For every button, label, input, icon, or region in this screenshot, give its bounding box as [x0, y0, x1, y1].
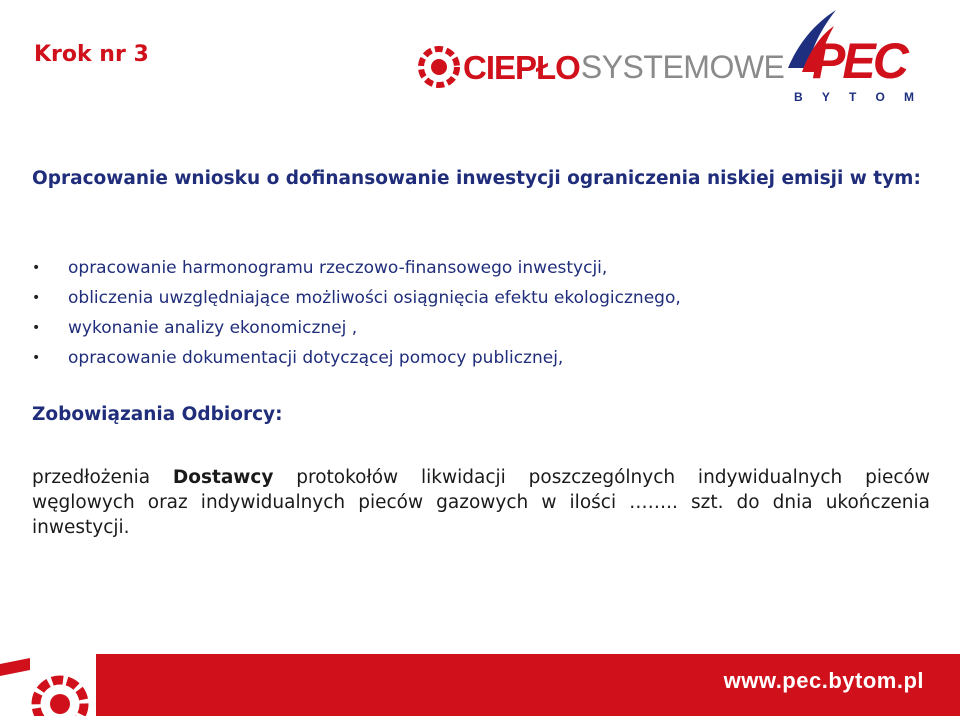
list-item-text: opracowanie harmonogramu rzeczowo-finansowego inwestycji,	[68, 258, 608, 278]
list-item-text: wykonanie analizy ekonomicznej ,	[68, 318, 358, 338]
list-item	[32, 253, 930, 283]
bytom-letter: B	[794, 90, 803, 104]
obligations-text-bold: Dostawcy	[172, 467, 274, 488]
bytom-letter: M	[904, 90, 914, 104]
bullet-icon: •	[32, 290, 41, 306]
bytom-letter: T	[849, 90, 857, 104]
section-heading: Opracowanie wniosku o dofinansowanie inwestycji ograniczenia niskiej emisji w tym:	[32, 168, 921, 189]
bullet-icon: •	[32, 260, 41, 276]
pec-bytom-logo	[784, 6, 924, 106]
obligations-title: Zobowiązania Odbiorcy:	[32, 404, 283, 425]
obligations-text-start: przedłożenia	[32, 467, 173, 488]
list-item	[32, 343, 930, 373]
list-item-text: obliczenia uwzględniające możliwości osiągnięcia efektu ekologicznego,	[68, 288, 681, 308]
obligations-text	[32, 465, 930, 540]
cieplo-ring-icon	[416, 44, 462, 90]
obligations-text-end: protokołów likwidacji poszczególnych indywidualnych pieców węglowych oraz indywidualnych pieców gazowych w ilości …….. szt. do dnia ukończenia inwestycji.	[32, 467, 930, 538]
footer-url-link[interactable]: www.pec.bytom.pl	[723, 668, 924, 693]
list-item	[32, 283, 930, 313]
cieplo-logo-text-red: CIEPŁO	[463, 48, 580, 86]
bullet-icon: •	[32, 320, 41, 336]
step-title: Krok nr 3	[34, 42, 149, 67]
cieplo-systemowe-logo	[416, 38, 784, 96]
list-item	[32, 313, 930, 343]
cieplo-logo-text-gray: SYSTEMOWE	[580, 49, 785, 85]
list-item-text: opracowanie dokumentacji dotyczącej pomocy publicznej,	[68, 348, 564, 368]
footer-emblem-icon	[0, 648, 96, 716]
task-list	[32, 253, 930, 373]
bytom-logo-text	[794, 90, 914, 104]
pec-logo-text: PEC	[812, 33, 906, 89]
bullet-icon: •	[32, 350, 41, 366]
bytom-letter: O	[875, 90, 885, 104]
content-block	[32, 166, 930, 191]
bytom-letter: Y	[821, 90, 830, 104]
